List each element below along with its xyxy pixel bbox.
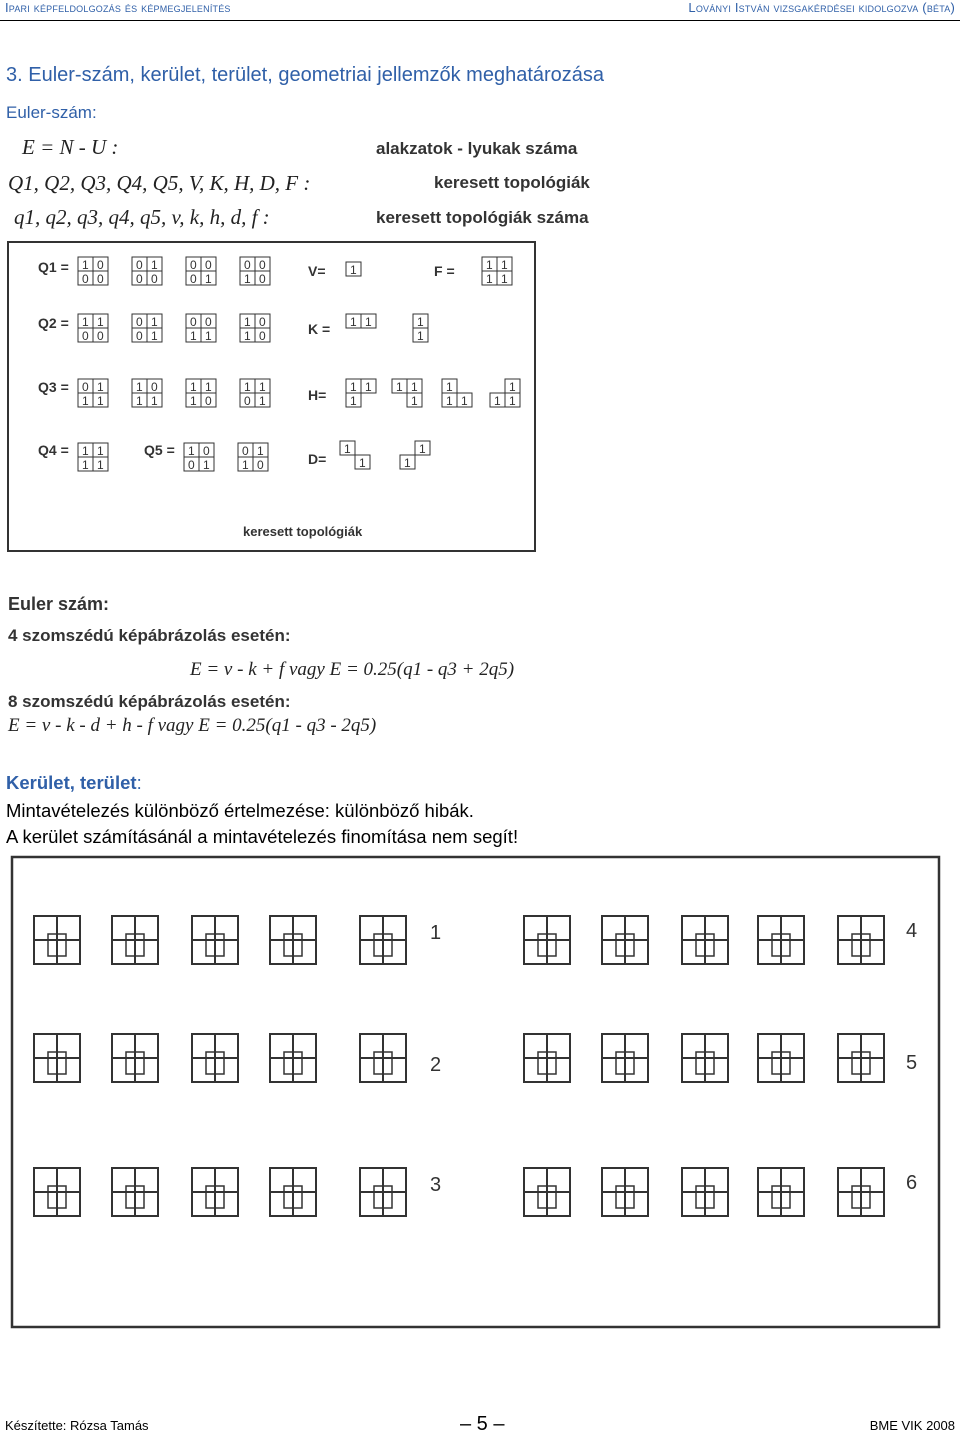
topology-label-3: Q4 =	[38, 442, 69, 458]
svg-text:0: 0	[97, 272, 104, 286]
section-title: 3. Euler-szám, kerület, terület, geometriai jellemzők meghatározása	[6, 64, 605, 86]
sampling-grid-21	[112, 1168, 158, 1216]
sampling-grid-17	[682, 1034, 728, 1082]
svg-text:1: 1	[97, 458, 104, 472]
svg-text:1: 1	[190, 329, 197, 343]
svg-text:1: 1	[97, 394, 104, 408]
topology-label-7: K =	[308, 321, 331, 337]
row-number-5: 5	[906, 1052, 918, 1074]
svg-text:0: 0	[82, 380, 89, 394]
svg-text:0: 0	[259, 272, 266, 286]
svg-text:1: 1	[244, 272, 251, 286]
row-number-6: 6	[906, 1172, 918, 1194]
svg-text:1: 1	[486, 258, 493, 272]
row-number-4: 4	[906, 920, 918, 942]
perimeter-heading-colon: :	[136, 772, 142, 793]
row-number-1: 1	[430, 922, 442, 944]
svg-text:0: 0	[203, 444, 210, 458]
fig-line2-desc: keresett topológiák	[434, 173, 590, 192]
svg-text:1: 1	[244, 380, 251, 394]
svg-text:1: 1	[136, 380, 143, 394]
svg-text:1: 1	[97, 444, 104, 458]
sampling-grid-0	[34, 916, 80, 964]
topology-label-1: Q2 =	[38, 315, 69, 331]
svg-text:1: 1	[417, 315, 424, 329]
svg-text:1: 1	[350, 380, 357, 394]
sampling-grid-16	[602, 1034, 648, 1082]
svg-text:0: 0	[259, 258, 266, 272]
sampling-grid-15	[524, 1034, 570, 1082]
sampling-grid-24	[360, 1168, 406, 1216]
svg-text:1: 1	[203, 458, 210, 472]
svg-text:1: 1	[359, 456, 366, 470]
svg-text:0: 0	[82, 329, 89, 343]
svg-text:0: 0	[82, 272, 89, 286]
topology-label-5: V=	[308, 263, 326, 279]
svg-text:0: 0	[205, 258, 212, 272]
svg-text:0: 0	[244, 258, 251, 272]
svg-text:0: 0	[97, 329, 104, 343]
svg-text:1: 1	[190, 380, 197, 394]
svg-text:1: 1	[188, 444, 195, 458]
svg-text:0: 0	[259, 329, 266, 343]
svg-text:1: 1	[259, 394, 266, 408]
svg-text:1: 1	[205, 380, 212, 394]
topology-label-0: Q1 =	[38, 259, 69, 275]
sampling-grid-27	[682, 1168, 728, 1216]
svg-text:1: 1	[350, 263, 357, 277]
sampling-grid-13	[270, 1034, 316, 1082]
sampling-box	[12, 857, 939, 1327]
sampling-grid-14	[360, 1034, 406, 1082]
svg-text:1: 1	[494, 394, 501, 408]
svg-text:1: 1	[82, 444, 89, 458]
svg-text:1: 1	[446, 394, 453, 408]
svg-text:1: 1	[82, 458, 89, 472]
perimeter-heading-text: Kerület, terület	[6, 772, 137, 793]
sampling-grid-4	[360, 916, 406, 964]
svg-text:1: 1	[365, 315, 372, 329]
svg-text:1: 1	[136, 394, 143, 408]
four-neighbor-label: 4 szomszédú képábrázolás esetén:	[8, 626, 291, 645]
fig-line3-desc: keresett topológiák száma	[376, 208, 589, 227]
svg-text:1: 1	[411, 380, 418, 394]
sampling-grid-12	[192, 1034, 238, 1082]
svg-text:1: 1	[446, 380, 453, 394]
topology-label-9: D=	[308, 451, 327, 467]
svg-text:1: 1	[151, 315, 158, 329]
svg-text:1: 1	[244, 315, 251, 329]
svg-text:1: 1	[486, 272, 493, 286]
sampling-grid-9	[838, 916, 884, 964]
svg-text:1: 1	[190, 394, 197, 408]
svg-text:0: 0	[190, 315, 197, 329]
svg-text:1: 1	[404, 456, 411, 470]
formula-4: E = v - k + f vagy E = 0.25(q1 - q3 + 2q5)	[190, 659, 515, 680]
svg-text:0: 0	[242, 444, 249, 458]
sampling-grid-1	[112, 916, 158, 964]
footer-right: BME VIK 2008	[869, 1418, 955, 1433]
sampling-grid-25	[524, 1168, 570, 1216]
fig-line1-formula: E = N - U :	[22, 135, 119, 159]
header-right: Loványi István vizsgakérdései kidolgozva (béta)	[688, 0, 955, 15]
header-left: Ipari képfeldolgozás és képmegjelenítés	[5, 0, 231, 15]
sampling-grid-26	[602, 1168, 648, 1216]
sampling-grid-19	[838, 1034, 884, 1082]
svg-text:1: 1	[257, 444, 264, 458]
svg-text:0: 0	[136, 315, 143, 329]
sampling-grid-23	[270, 1168, 316, 1216]
svg-text:0: 0	[257, 458, 264, 472]
svg-text:0: 0	[97, 258, 104, 272]
svg-text:1: 1	[365, 380, 372, 394]
svg-text:1: 1	[509, 394, 516, 408]
sampling-grid-22	[192, 1168, 238, 1216]
sampling-grid-6	[602, 916, 648, 964]
topology-caption: keresett topológiák	[243, 524, 363, 539]
sampling-grid-18	[758, 1034, 804, 1082]
svg-text:0: 0	[205, 315, 212, 329]
topology-label-2: Q3 =	[38, 379, 69, 395]
topology-label-8: H=	[308, 387, 327, 403]
svg-text:1: 1	[259, 380, 266, 394]
topology-label-4: Q5 =	[144, 442, 175, 458]
footer-author: Készítette: Rózsa Tamás	[5, 1418, 149, 1433]
svg-text:1: 1	[82, 315, 89, 329]
svg-text:1: 1	[97, 315, 104, 329]
sampling-grid-29	[838, 1168, 884, 1216]
svg-text:1: 1	[205, 272, 212, 286]
topology-label-6: F =	[434, 263, 455, 279]
svg-text:0: 0	[136, 258, 143, 272]
sampling-grid-11	[112, 1034, 158, 1082]
svg-text:1: 1	[501, 272, 508, 286]
sampling-grid-28	[758, 1168, 804, 1216]
svg-text:0: 0	[151, 272, 158, 286]
svg-text:1: 1	[82, 394, 89, 408]
svg-text:1: 1	[151, 394, 158, 408]
svg-text:0: 0	[151, 380, 158, 394]
fig-line1-desc: alakzatok - lyukak száma	[376, 139, 578, 158]
sampling-grid-8	[758, 916, 804, 964]
perimeter-line-2: A kerület számításánál a mintavételezés finomítása nem segít!	[6, 826, 519, 847]
fig-line2-formula: Q1, Q2, Q3, Q4, Q5, V, K, H, D, F :	[8, 171, 311, 195]
svg-text:1: 1	[509, 380, 516, 394]
svg-text:1: 1	[350, 315, 357, 329]
eight-neighbor-label: 8 szomszédú képábrázolás esetén:	[8, 692, 291, 711]
row-number-2: 2	[430, 1054, 442, 1076]
perimeter-line-1: Mintavételezés különböző értelmezése: különböző hibák.	[6, 800, 474, 821]
svg-text:1: 1	[501, 258, 508, 272]
sampling-grid-7	[682, 916, 728, 964]
svg-text:0: 0	[259, 315, 266, 329]
svg-text:1: 1	[419, 442, 426, 456]
sampling-grid-2	[192, 916, 238, 964]
svg-text:1: 1	[350, 394, 357, 408]
row-number-3: 3	[430, 1174, 442, 1196]
svg-text:1: 1	[205, 329, 212, 343]
svg-text:0: 0	[188, 458, 195, 472]
svg-text:1: 1	[417, 329, 424, 343]
svg-text:1: 1	[82, 258, 89, 272]
svg-text:1: 1	[242, 458, 249, 472]
svg-text:1: 1	[151, 258, 158, 272]
svg-text:0: 0	[190, 272, 197, 286]
svg-text:1: 1	[244, 329, 251, 343]
sampling-grid-5	[524, 916, 570, 964]
svg-text:0: 0	[205, 394, 212, 408]
euler-heading: Euler szám:	[8, 594, 110, 614]
svg-text:0: 0	[190, 258, 197, 272]
svg-text:1: 1	[151, 329, 158, 343]
formula-8: E = v - k - d + h - f vagy E = 0.25(q1 - q3 - 2q5)	[8, 715, 377, 736]
svg-text:0: 0	[136, 329, 143, 343]
svg-text:1: 1	[411, 394, 418, 408]
svg-text:0: 0	[244, 394, 251, 408]
page-number: – 5 –	[460, 1413, 505, 1435]
sampling-grid-20	[34, 1168, 80, 1216]
fig-line3-formula: q1, q2, q3, q4, q5, v, k, h, d, f :	[14, 205, 270, 229]
svg-text:1: 1	[344, 442, 351, 456]
svg-text:1: 1	[461, 394, 468, 408]
sampling-grid-10	[34, 1034, 80, 1082]
svg-text:1: 1	[396, 380, 403, 394]
svg-text:0: 0	[136, 272, 143, 286]
euler-label: Euler-szám:	[6, 103, 97, 122]
sampling-grid-3	[270, 916, 316, 964]
svg-text:1: 1	[97, 380, 104, 394]
